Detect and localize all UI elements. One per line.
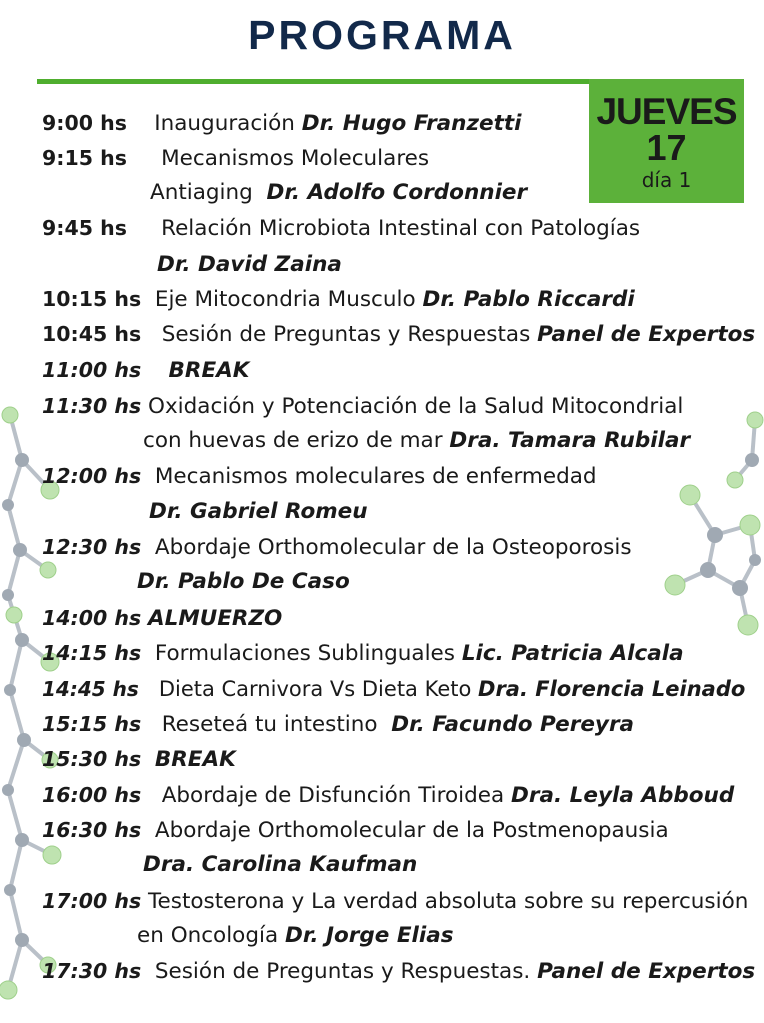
schedule-topic: Sesión de Preguntas y Respuestas. (154, 959, 531, 984)
schedule-time: 14:00 hs (42, 606, 142, 630)
schedule-time: 12:00 hs (42, 464, 142, 488)
page-title: PROGRAMA (248, 12, 516, 58)
schedule-speaker: ALMUERZO (148, 606, 283, 631)
schedule-item (42, 108, 522, 139)
schedule-time: 16:30 hs (42, 818, 142, 842)
schedule-topic: Abordaje Orthomolecular de la Postmenopausia (154, 818, 669, 843)
schedule-time: 10:15 hs (42, 287, 142, 311)
schedule-speaker: Dr. Hugo Franzetti (301, 111, 522, 136)
schedule-speaker: Dr. David Zaina (157, 252, 342, 277)
schedule-item (42, 284, 635, 315)
schedule-speaker: Panel de Expertos (537, 322, 756, 347)
schedule-item (42, 674, 745, 704)
schedule-topic: Eje Mitocondria Musculo (154, 287, 416, 312)
schedule-item (42, 355, 249, 386)
schedule-speaker: Dr. Facundo Pereyra (391, 712, 635, 737)
schedule-time: 17:30 hs (42, 959, 142, 983)
schedule-item (42, 815, 669, 846)
schedule-speaker: Dr. Gabriel Romeu (149, 499, 368, 524)
schedule-item (42, 780, 734, 811)
day-badge (589, 79, 744, 203)
schedule-time: 9:15 hs (42, 146, 127, 170)
schedule-item-continued (137, 921, 454, 951)
schedule-topic: Mecanismos moleculares de enfermedad (154, 464, 597, 489)
schedule-item-continued (137, 567, 350, 597)
schedule-speaker: Dr. Pablo De Caso (137, 569, 350, 594)
schedule-time: 17:00 hs (42, 889, 142, 913)
schedule-topic-continued: Antiaging (150, 180, 253, 205)
schedule-item (42, 956, 755, 987)
schedule-topic: Oxidación y Potenciación de la Salud Mitocondrial (148, 394, 684, 419)
schedule-item (42, 143, 429, 174)
schedule-time: 14:15 hs (42, 641, 142, 665)
schedule-item-continued (150, 178, 527, 208)
schedule-time: 14:45 hs (42, 677, 139, 701)
schedule-item (42, 319, 755, 350)
schedule-topic: Formulaciones Sublinguales (154, 641, 455, 666)
schedule-time: 15:15 hs (42, 712, 142, 736)
schedule-item (42, 391, 683, 422)
schedule-speaker: Lic. Patricia Alcala (461, 641, 684, 666)
schedule-item (42, 603, 282, 634)
schedule-speaker: Dr. Adolfo Cordonnier (266, 180, 528, 205)
schedule-time: 11:30 hs (42, 394, 142, 418)
schedule-item-continued (143, 850, 417, 880)
schedule-topic: Abordaje Orthomolecular de la Osteoporosis (154, 535, 632, 560)
schedule-time: 9:00 hs (42, 111, 127, 135)
day-label: día 1 (641, 168, 692, 192)
schedule-speaker: Dra. Carolina Kaufman (143, 852, 418, 877)
schedule-item (42, 886, 748, 917)
schedule-item (42, 213, 640, 244)
schedule-topic: Relación Microbiota Intestinal con Patologías (161, 216, 641, 241)
schedule-item-continued (157, 250, 342, 280)
schedule-speaker: Dra. Leyla Abboud (511, 783, 735, 808)
schedule-item (42, 744, 236, 775)
schedule-item (42, 461, 597, 492)
schedule-item (42, 638, 684, 669)
schedule-topic: Testosterona y La verdad absoluta sobre su repercusión (148, 889, 749, 914)
schedule-topic: Reseteá tu intestino (161, 712, 378, 737)
schedule-topic: Sesión de Preguntas y Respuestas (161, 322, 531, 347)
schedule-topic-continued: en Oncología (137, 923, 279, 948)
schedule-item (42, 709, 634, 740)
schedule-time: 12:30 hs (42, 535, 142, 559)
schedule-topic: Inauguración (154, 111, 295, 136)
schedule-time: 9:45 hs (42, 216, 127, 240)
schedule-time: 10:45 hs (42, 322, 142, 346)
schedule-speaker: Dra. Florencia Leinado (478, 677, 746, 701)
schedule-topic: Dieta Carnivora Vs Dieta Keto (158, 677, 472, 701)
day-number: 17 (646, 127, 687, 168)
schedule-item (42, 532, 632, 563)
schedule-speaker: Panel de Expertos (537, 959, 756, 984)
schedule-speaker: BREAK (154, 747, 236, 772)
schedule-time: 16:00 hs (42, 783, 142, 807)
day-name: JUEVES (596, 91, 737, 132)
schedule-item-continued (149, 497, 368, 527)
schedule-speaker: BREAK (168, 358, 250, 383)
schedule-time: 15:30 hs (42, 747, 142, 771)
schedule-topic: Mecanismos Moleculares (161, 146, 430, 171)
schedule-topic: Abordaje de Disfunción Tiroidea (161, 783, 505, 808)
schedule-topic-continued: con huevas de erizo de mar (143, 428, 443, 453)
schedule-time: 11:00 hs (42, 358, 142, 382)
schedule-item-continued (143, 426, 690, 456)
title-divider (37, 79, 597, 84)
schedule-speaker: Dra. Tamara Rubilar (449, 428, 691, 453)
schedule-speaker: Dr. Pablo Riccardi (422, 287, 635, 312)
schedule-speaker: Dr. Jorge Elias (284, 923, 454, 948)
